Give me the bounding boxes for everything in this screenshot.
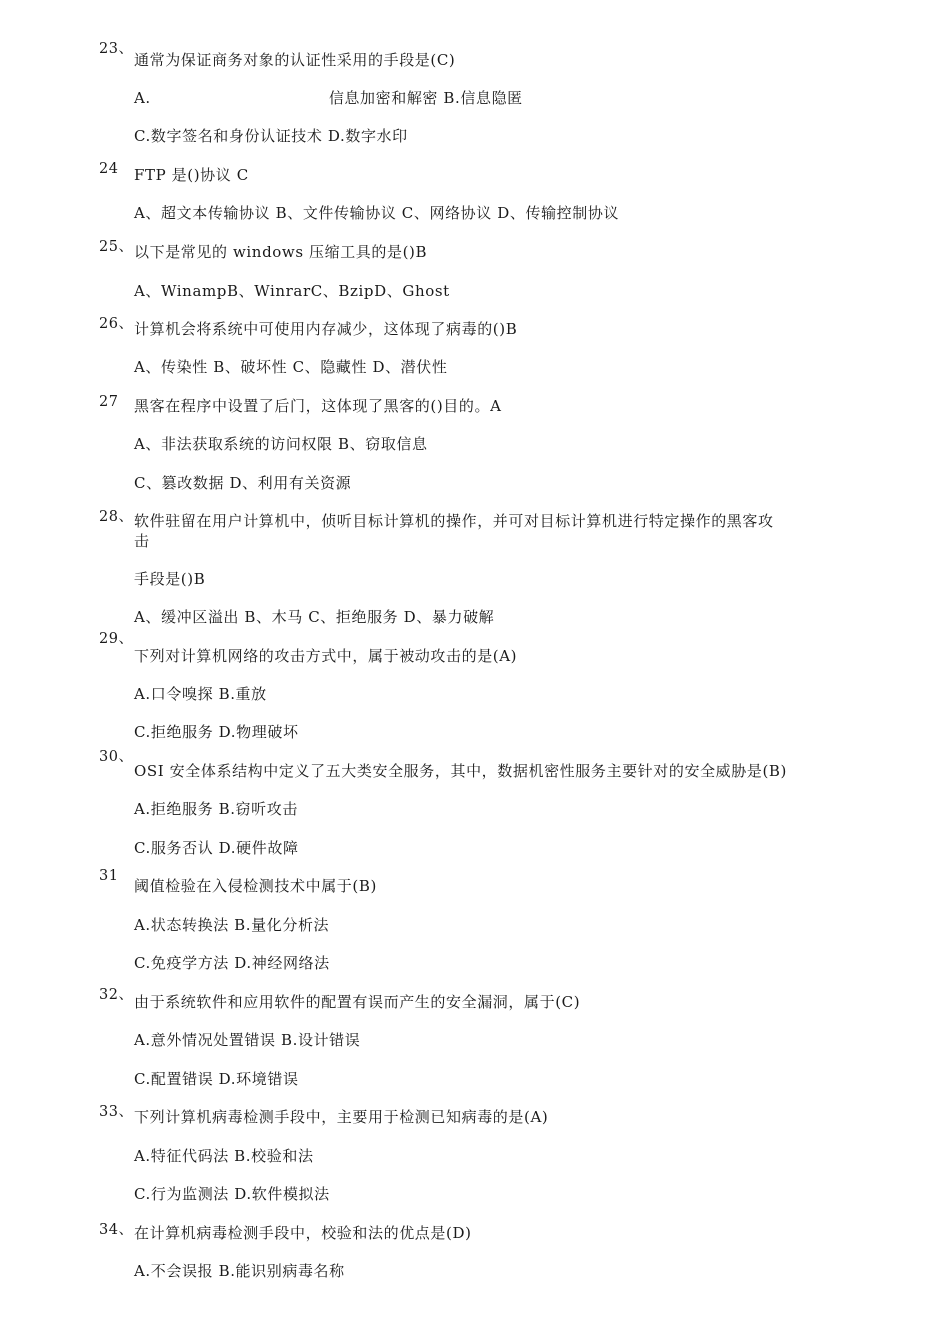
question-stem-continued: 手段是()B <box>134 570 206 588</box>
question-options: A、WinampB、WinrarC、BzipD、Ghost <box>134 282 450 300</box>
question-number: 34、 <box>99 1222 134 1238</box>
option-a-text: 信息加密和解密 B.信息隐匿 <box>328 89 523 107</box>
option-a-label: A. <box>134 89 151 107</box>
question-options: A.意外情况处置错误 B.设计错误 <box>134 1031 361 1049</box>
question-stem: 软件驻留在用户计算机中，侦听目标计算机的操作，并可对目标计算机进行特定操作的黑客攻 <box>134 512 774 530</box>
question-options <box>134 88 523 108</box>
question-stem: 下列对计算机网络的攻击方式中，属于被动攻击的是(A) <box>134 647 518 665</box>
question-stem: 在计算机病毒检测手段中，校验和法的优点是(D) <box>134 1224 472 1242</box>
question-number: 32、 <box>99 987 134 1003</box>
question-options: A、超文本传输协议 B、文件传输协议 C、网络协议 D、传输控制协议 <box>134 204 620 222</box>
question-number: 25、 <box>99 239 134 255</box>
question-number: 29、 <box>99 631 134 647</box>
question-stem: 计算机会将系统中可使用内存减少，这体现了病毒的()B <box>134 320 518 338</box>
question-options: A、缓冲区溢出 B、木马 C、拒绝服务 D、暴力破解 <box>134 608 495 626</box>
question-options: A、传染性 B、破坏性 C、隐藏性 D、潜伏性 <box>134 358 448 376</box>
question-options: A.状态转换法 B.量化分析法 <box>134 916 330 934</box>
question-number: 24 <box>99 161 119 177</box>
question-options: C.服务否认 D.硬件故障 <box>134 839 299 857</box>
question-number: 23、 <box>99 41 134 57</box>
question-options: A.不会误报 B.能识别病毒名称 <box>134 1262 345 1280</box>
question-stem: 黑客在程序中设置了后门，这体现了黑客的()目的。A <box>134 397 502 415</box>
question-stem: 由于系统软件和应用软件的配置有误而产生的安全漏洞，属于(C) <box>134 993 581 1011</box>
question-options: A、非法获取系统的访问权限 B、窃取信息 <box>134 435 428 453</box>
question-options: A.口令嗅探 B.重放 <box>134 685 267 703</box>
question-options: C、篡改数据 D、利用有关资源 <box>134 474 352 492</box>
question-stem-wrap: 击 <box>134 532 150 550</box>
question-options: A.特征代码法 B.校验和法 <box>134 1147 314 1165</box>
question-number: 31 <box>99 868 119 884</box>
question-stem: 通常为保证商务对象的认证性采用的手段是(C) <box>134 51 456 69</box>
question-stem: OSI 安全体系结构中定义了五大类安全服务，其中，数据机密性服务主要针对的安全威胁是(B) <box>134 762 787 780</box>
question-options: C.免疫学方法 D.神经网络法 <box>134 954 330 972</box>
question-stem: FTP 是()协议 C <box>134 166 249 184</box>
question-stem: 下列计算机病毒检测手段中，主要用于检测已知病毒的是(A) <box>134 1108 549 1126</box>
question-options: C.拒绝服务 D.物理破坏 <box>134 723 299 741</box>
question-number: 33、 <box>99 1104 134 1120</box>
question-stem: 阈值检验在入侵检测技术中属于(B) <box>134 877 377 895</box>
question-number: 27 <box>99 394 119 410</box>
question-number: 30、 <box>99 749 134 765</box>
question-options: A.拒绝服务 B.窃听攻击 <box>134 800 298 818</box>
question-number: 28、 <box>99 509 134 525</box>
question-options: C.数字签名和身份认证技术 D.数字水印 <box>134 127 408 145</box>
question-options: C.配置错误 D.环境错误 <box>134 1070 299 1088</box>
question-options: C.行为监测法 D.软件模拟法 <box>134 1185 330 1203</box>
question-stem: 以下是常见的 windows 压缩工具的是()B <box>134 243 428 261</box>
question-number: 26、 <box>99 316 134 332</box>
